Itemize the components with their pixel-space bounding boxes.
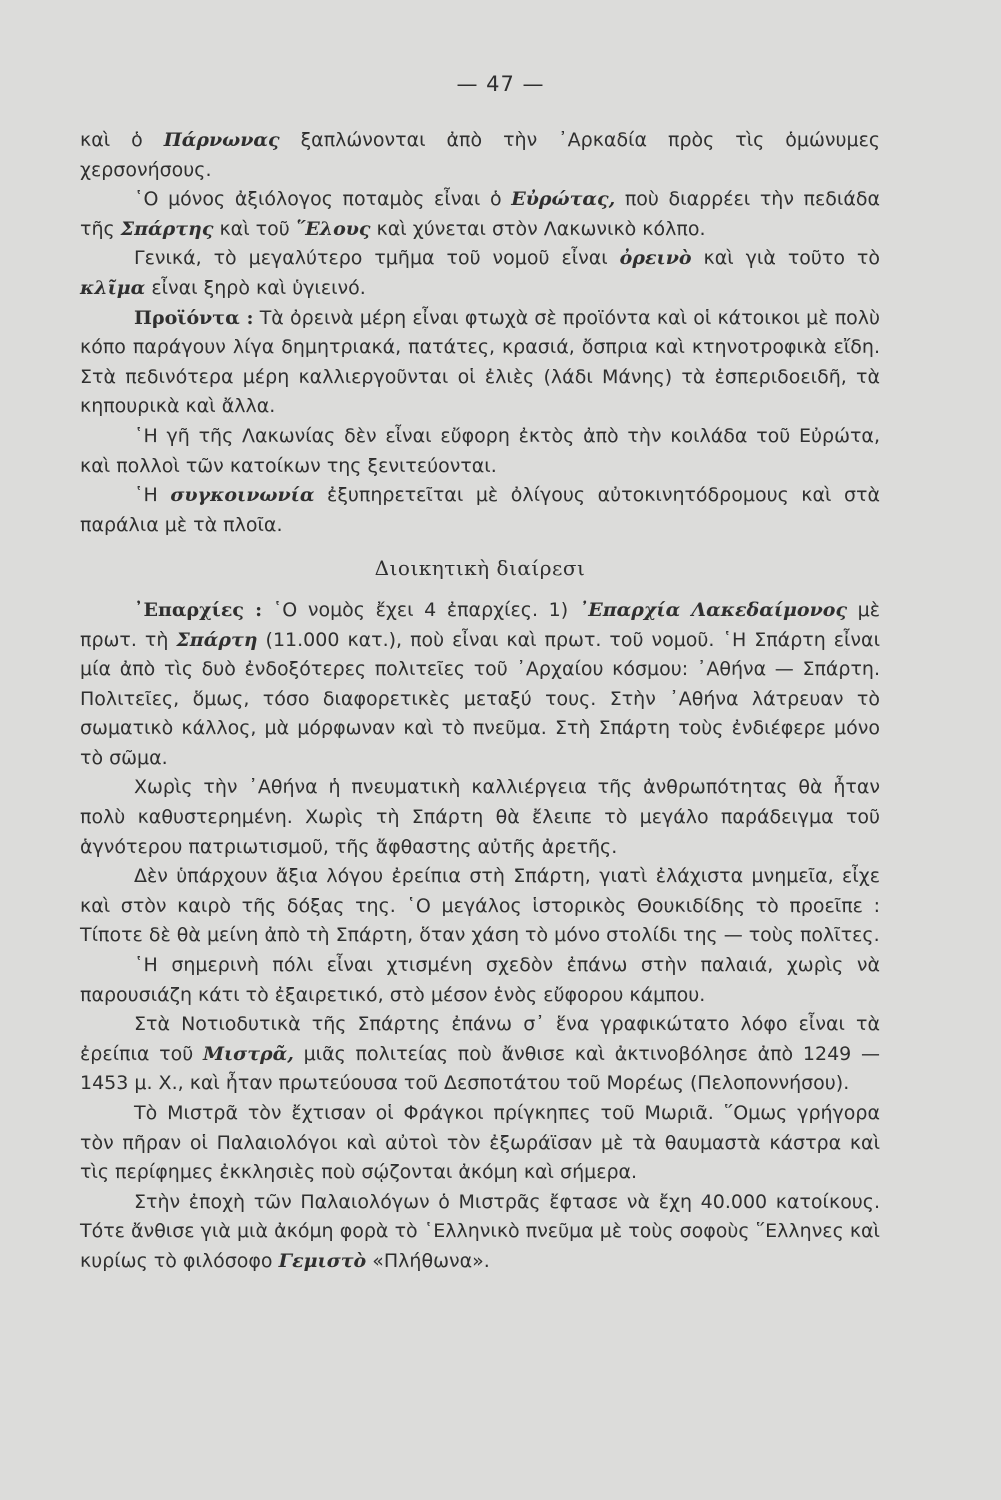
text-run: ἐξυπηρετεῖται μὲ ὀλίγους αὐτοκινητόδρομους καὶ στὰ παράλια μὲ τὰ πλοῖα. — [80, 484, 881, 536]
emphasized-term: Προϊόντα : — [134, 306, 254, 329]
text-run: Διοικητικὴ διαίρεσι — [374, 556, 586, 581]
page-number: — 47 — — [456, 72, 545, 96]
text-run: Χωρὶς τὴν ᾿Αθήνα ἡ πνευματικὴ καλλιέργεια τῆς ἀνθρωπότητας θὰ ἦταν πολὺ καθυστερημένη. Χωρὶς τὴ Σπάρτη θὰ ἔλειπε τὸ μεγάλο παράδειγμα τοῦ ἁγνότερου πατριωτισμοῦ, τῆς ἄφθαστης αὐτῆς ἀρετῆς. — [80, 776, 880, 858]
section-heading — [80, 554, 880, 584]
text-run: μὲ πρωτ. τὴ — [80, 598, 881, 651]
text-run: καὶ τοῦ — [213, 217, 296, 240]
text-run: εἶναι ξηρὸ καὶ ὑγιεινό. — [145, 276, 366, 299]
text-run: ῾Η — [134, 484, 171, 507]
text-run: Τὰ ὀρεινὰ μέρη εἶναι φτωχὰ σὲ προϊόντα καὶ οἱ κάτοικοι μὲ πολὺ κόπο παράγουν λίγα δημητριακά, πατάτες, κρασιά, ὄσπρια καὶ κτηνοτροφικὰ εἴδη. Στὰ πεδινότερα μέρη καλλιεργοῦνται οἱ ἐλιὲς (λάδι Μάνης) τὰ ἐσπεριδοειδῆ, τὰ κηπουρικὰ καὶ ἄλλα. — [80, 306, 880, 418]
emphasized-term: Γεμιστὸ — [278, 1249, 367, 1272]
emphasized-term: Πάρνωνας — [163, 129, 280, 151]
paragraph — [80, 481, 880, 540]
body-text — [80, 126, 880, 1277]
paragraph — [80, 862, 880, 951]
emphasized-term: Μιστρᾶ, — [202, 1042, 294, 1065]
text-run: καὶ ὁ — [80, 129, 164, 151]
paragraph — [80, 773, 880, 862]
paragraph — [80, 1099, 880, 1188]
text-run: καὶ χύνεται στὸν Λακωνικὸ κόλπο. — [370, 217, 706, 240]
paragraph — [80, 185, 880, 244]
emphasized-term: συγκοινωνία — [170, 484, 315, 507]
text-run: «Πλήθωνα». — [366, 1249, 490, 1272]
text-run: Στὴν ἐποχὴ τῶν Παλαιολόγων ὁ Μιστρᾶς ἔφτασε νὰ ἔχη 40.000 κατοίκους. Τότε ἄνθισε γιὰ μιὰ ἀκόμη φορὰ τὸ ῾Ελληνικὸ πνεῦμα μὲ τοὺς σοφοὺς ῞Ελληνες καὶ κυρίως τὸ φιλόσοφο — [80, 1190, 880, 1272]
paragraph — [80, 126, 880, 185]
paragraph — [80, 244, 880, 303]
paragraph — [80, 422, 880, 481]
paragraph — [80, 596, 880, 774]
emphasized-term: ῞Ελους — [295, 217, 371, 240]
emphasized-term: ᾿Επαρχία Λακεδαίμονος — [578, 598, 848, 621]
emphasized-term: κλῖμα — [80, 276, 146, 299]
text-run: καὶ γιὰ τοῦτο τὸ — [691, 247, 880, 270]
text-run: ῾Ο νομὸς ἔχει 4 ἐπαρχίες. 1) — [262, 598, 579, 621]
emphasized-term: ὀρεινὸ — [619, 247, 692, 270]
emphasized-term: Σπάρτη — [176, 628, 258, 651]
text-run: Τὸ Μιστρᾶ τὸν ἔχτισαν οἱ Φράγκοι πρίγκηπες τοῦ Μωριᾶ. ῞Ομως γρήγορα τὸν πῆραν οἱ Παλαιολόγοι καὶ αὐτοὶ τὸν ἐξωράϊσαν μὲ τὰ θαυμαστὰ κάστρα καὶ τὶς περίφημες ἐκκλησιὲς ποὺ σῴζονται ἀκόμη καὶ σήμερα. — [80, 1102, 880, 1184]
text-run: ξαπλώνονται ἀπὸ τὴν ᾿Αρκαδία πρὸς τὶς ὁμώνυμες χερσονήσους. — [80, 129, 881, 181]
text-run: ποὺ διαρρέει τὴν πεδιάδα τῆς — [80, 188, 880, 240]
text-run: Γενικά, τὸ μεγαλύτερο τμῆμα τοῦ νομοῦ εἶναι — [134, 247, 620, 270]
text-run: (11.000 κατ.), ποὺ εἶναι καὶ πρωτ. τοῦ νομοῦ. ῾Η Σπάρτη εἶναι μία ἀπὸ τὶς δυὸ ἐνδοξότερες πολιτεῖες τοῦ ᾿Αρχαίου κόσμου: ᾿Αθήνα — Σπάρτη. Πολιτεῖες, ὅμως, τόσο διαφορετικὲς μεταξύ τους. Στὴν ᾿Αθήνα λάτρευαν τὸ σωματικὸ κάλλος, μὰ μόρφωναν καὶ τὸ πνεῦμα. Στὴ Σπάρτη τοὺς ἐνδιέφερε μόνο τὸ σῶμα. — [80, 628, 880, 769]
paragraph — [80, 1188, 880, 1277]
text-run: Στὰ Νοτιοδυτικὰ τῆς Σπάρτης ἐπάνω σ᾿ ἕνα γραφικώτατο λόφο εἶναι τὰ ἐρείπια τοῦ — [80, 1013, 880, 1065]
emphasized-term: Εὐρώτας, — [511, 188, 616, 211]
text-run: μιᾶς πολιτείας ποὺ ἄνθισε καὶ ἀκτινοβόλησε ἀπὸ 1249 — 1453 μ. Χ., καὶ ἦταν πρωτεύουσα τοῦ Δεσποτάτου τοῦ Μορέως (Πελοποννήσου). — [80, 1042, 880, 1095]
paragraph — [80, 304, 880, 422]
paragraph — [80, 1010, 880, 1099]
emphasized-term: ᾿Επαρχίες : — [134, 598, 263, 621]
text-run: ῾Η γῆ τῆς Λακωνίας δὲν εἶναι εὔφορη ἐκτὸς ἀπὸ τὴν κοιλάδα τοῦ Εὐρώτα, καὶ πολλοὶ τῶν κατοίκων της ξενιτεύονται. — [80, 424, 880, 477]
emphasized-term: Σπάρτης — [120, 217, 214, 240]
text-run: ῾Η σημερινὴ πόλι εἶναι χτισμένη σχεδὸν ἐπάνω στὴν παλαιά, χωρὶς νὰ παρουσιάζη κάτι τὸ ἐξαιρετικό, στὸ μέσον ἑνὸς εὔφορου κάμπου. — [80, 954, 880, 1006]
text-run: Δὲν ὑπάρχουν ἄξια λόγου ἐρείπια στὴ Σπάρτη, γιατὶ ἐλάχιστα μνημεῖα, εἶχε καὶ στὸν καιρὸ τῆς δόξας της. ῾Ο μεγάλος ἱστορικὸς Θουκιδίδης τὸ προεῖπε : Τίποτε δὲ θὰ μείνη ἀπὸ τὴ Σπάρτη, ὅταν χάση τὸ μόνο στολίδι της — τοὺς πολῖτες. — [80, 865, 880, 947]
paragraph — [80, 951, 880, 1010]
text-run: ῾Ο μόνος ἀξιόλογος ποταμὸς εἶναι ὁ — [134, 188, 512, 211]
